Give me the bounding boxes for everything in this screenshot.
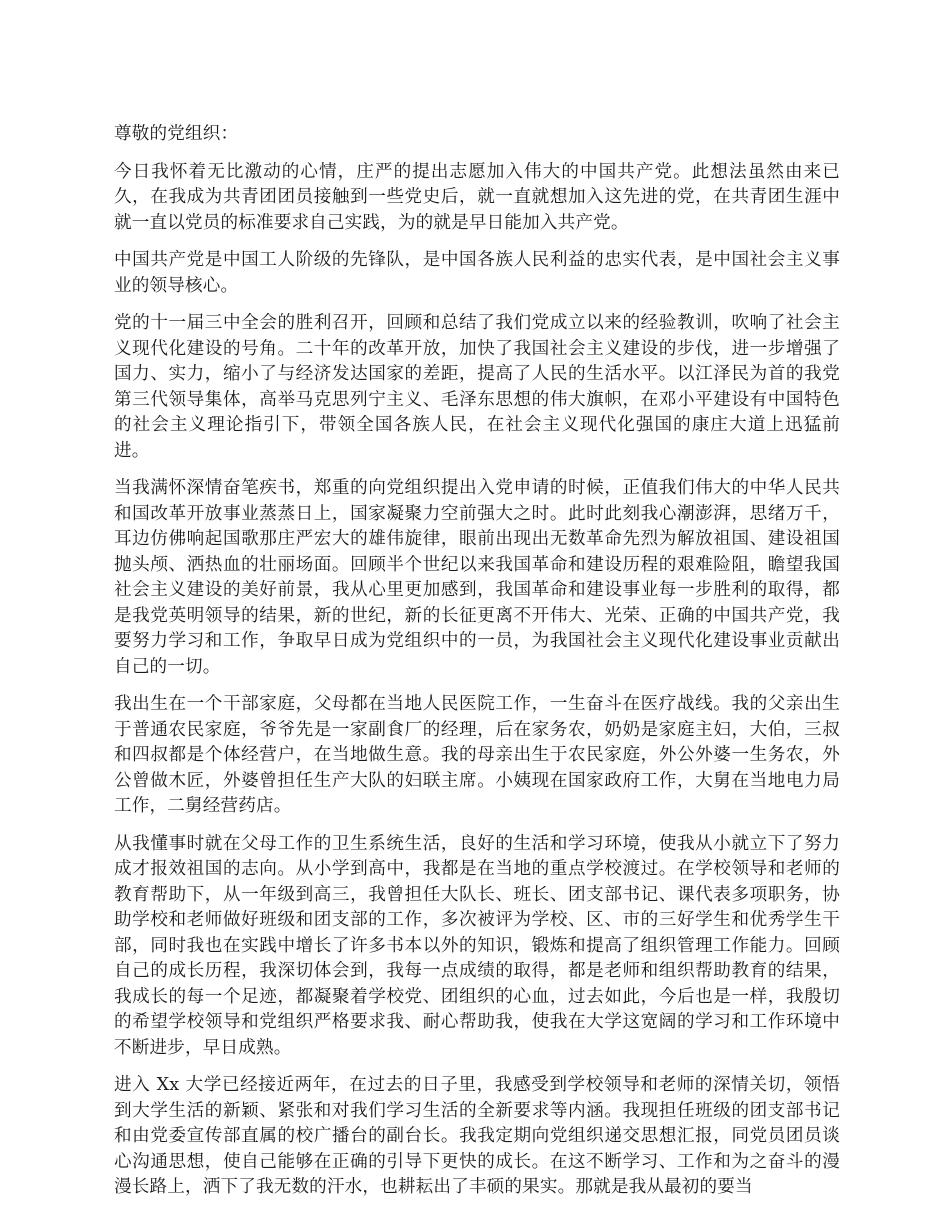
salutation: 尊敬的党组织： — [114, 124, 239, 144]
paragraph-application-intent: 今日我怀着无比激动的心情，庄严的提出志愿加入伟大的中国共产党。此想法虽然由来已久，在我成为共青团团员接触到一些党史后，就一直就想加入这先进的党，在共青团生涯中就一直以党员的标准要求自己实践，为的就是早日能加入共产党。 — [114, 161, 840, 233]
document-page — [114, 122, 840, 1213]
paragraph-reform-history: 党的十一届三中全会的胜利召开，回顾和总结了我们党成立以来的经验教训，吹响了社会主义现代化建设的号角。二十年的改革开放，加快了我国社会主义建设的步伐，进一步增强了国力、实力，缩小了与经济发达国家的差距，提高了人民的生活水平。以江泽民为首的我党第三代领导集体，高举马克思列宁主义、毛泽东思想的伟大旗帜，在邓小平建设有中国特色的社会主义理论指引下，带领全国各族人民，在社会主义现代化强国的康庄大道上迅猛前进。 — [114, 313, 840, 461]
paragraph-education-history: 从我懂事时就在父母工作的卫生系统生活，良好的生活和学习环境，使我从小就立下了努力成才报效祖国的志向。从小学到高中，我都是在当地的重点学校渡过。在学校领导和老师的教育帮助下，从一年级到高三，我曾担任大队长、班长、团支部书记、课代表多项职务，协助学校和老师做好班级和团支部的工作，多次被评为学校、区、市的三好学生和优秀学生干部，同时我也在实践中增长了许多书本以外的知识，锻炼和提高了组织管理工作能力。回顾自己的成长历程，我深切体会到，我每一点成绩的取得，都是老师和组织帮助教育的结果，我成长的每一个足迹，都凝聚着学校党、团组织的心血，过去如此，今后也是一样，我殷切的希望学校领导和党组织严格要求我、耐心帮助我，使我在大学这宽阔的学习和工作环境中不断进步，早日成熟。 — [114, 833, 840, 1058]
paragraph-university-life: 进入 Xx 大学已经接近两年，在过去的日子里，我感受到学校领导和老师的深情关切，领悟到大学生活的新颖、紧张和对我们学习生活的全新要求等内涵。我现担任班级的团支部书记和由党委宣传部直属的校广播台的副台长。我我定期向党组织递交思想汇报，同党员团员谈心沟通思想，使自己能够在正确的引导下更快的成长。在这不断学习、工作和为之奋斗的漫漫长路上，洒下了我无数的汗水，也耕耘出了丰硕的果实。那就是我从最初的要当 — [114, 1075, 840, 1197]
paragraph-party-definition: 中国共产党是中国工人阶级的先锋队，是中国各族人民利益的忠实代表，是中国社会主义事业的领导核心。 — [114, 250, 840, 296]
paragraph-aspiration: 当我满怀深情奋笔疾书，郑重的向党组织提出入党申请的时候，正值我们伟大的中华人民共和国改革开放事业蒸蒸日上，国家凝聚力空前强大之时。此时此刻我心潮澎湃，思绪万千，耳边仿佛响起国歌那庄严宏大的雄伟旋律，眼前出现出无数革命先烈为解放祖国、建设祖国抛头颅、洒热血的壮丽场面。回顾半个世纪以来我国革命和建设历程的艰难险阻，瞻望我国社会主义建设的美好前景，我从心里更加感到，我国革命和建设事业每一步胜利的取得，都是我党英明领导的结果，新的世纪，新的长征更离不开伟大、光荣、正确的中国共产党，我要努力学习和工作，争取早日成为党组织中的一员，为我国社会主义现代化建设事业贡献出自己的一切。 — [114, 478, 840, 677]
paragraph-family-background: 我出生在一个干部家庭，父母都在当地人民医院工作，一生奋斗在医疗战线。我的父亲出生于普通农民家庭，爷爷先是一家副食厂的经理，后在家务农，奶奶是家庭主妇，大伯，三叔和四叔都是个体经营户，在当地做生意。我的母亲出生于农民家庭，外公外婆一生务农，外公曾做木匠，外婆曾担任生产大队的妇联主席。小姨现在国家政府工作，大舅在当地电力局工作，二舅经营药店。 — [114, 694, 840, 816]
